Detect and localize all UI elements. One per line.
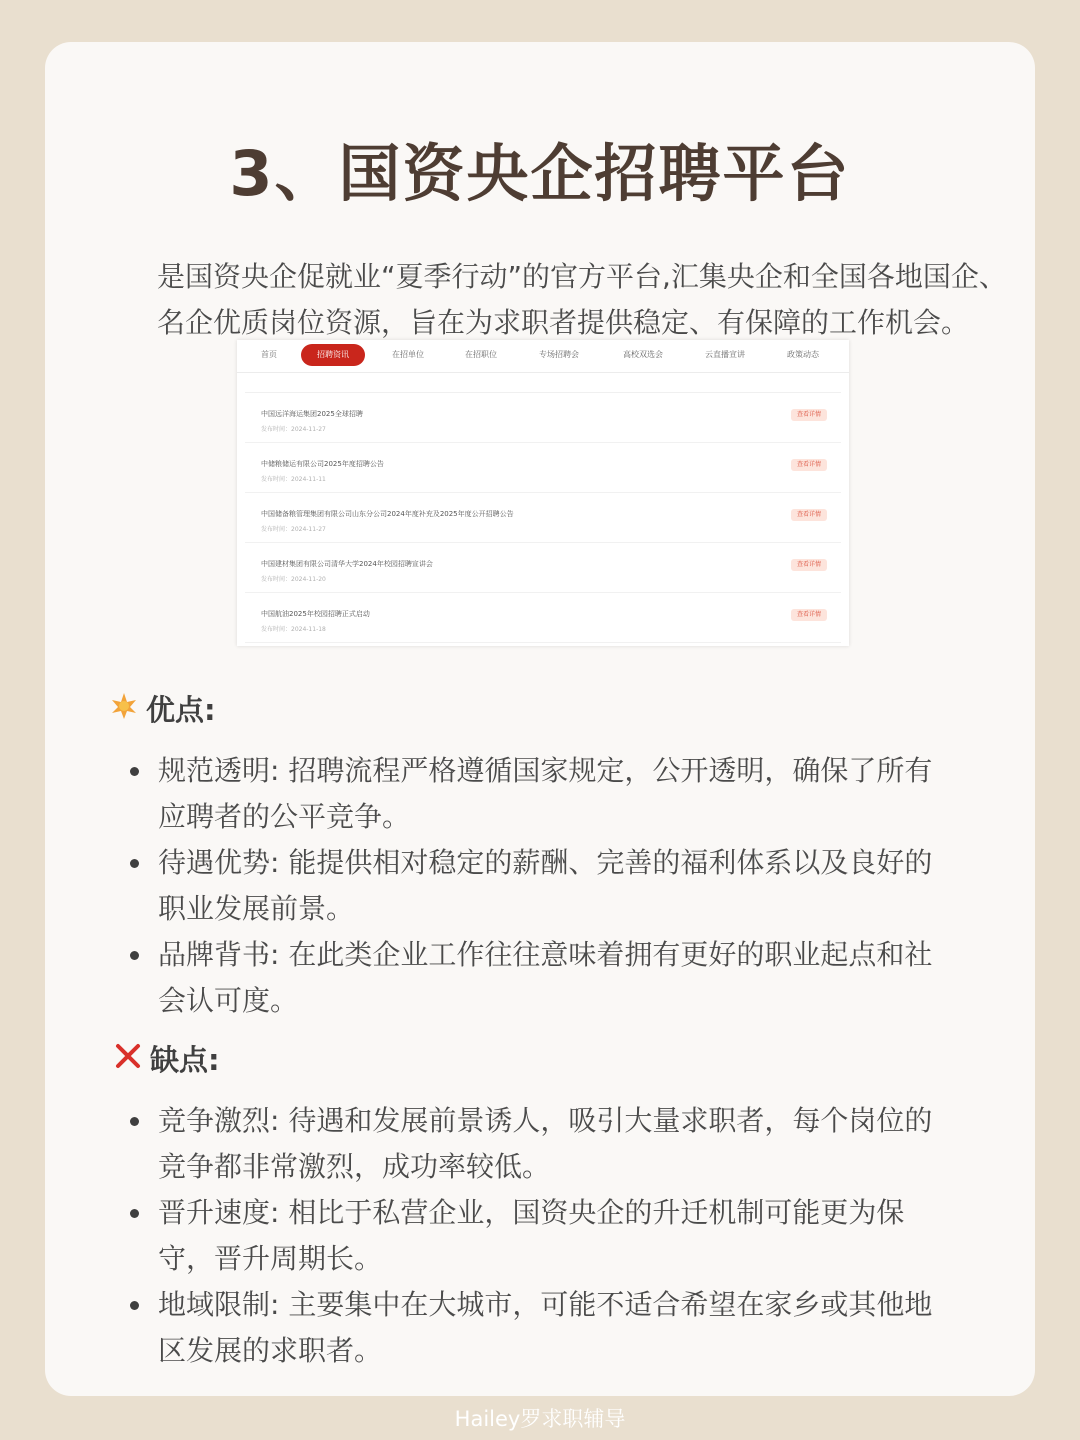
nav-item-home[interactable]: 首页 bbox=[261, 350, 277, 359]
list-item bbox=[128, 932, 958, 1024]
job-date: 发布时间：2024-11-27 bbox=[261, 426, 326, 433]
pros-item-text: 待遇优势: 能提供相对稳定的薪酬、完善的福利体系以及良好的职业发展前景。 bbox=[158, 846, 933, 925]
view-details-button[interactable]: 查看详情 bbox=[791, 409, 827, 421]
job-date: 发布时间：2024-11-27 bbox=[261, 526, 326, 533]
pros-item-text: 规范透明: 招聘流程严格遵循国家规定，公开透明，确保了所有应聘者的公平竞争。 bbox=[158, 754, 933, 833]
view-details-button[interactable]: 查看详情 bbox=[791, 559, 827, 571]
list-item[interactable] bbox=[245, 593, 841, 643]
nav-item-policy[interactable]: 政策动态 bbox=[787, 350, 819, 359]
cons-item-text: 竞争激烈: 待遇和发展前景诱人，吸引大量求职者，每个岗位的竞争都非常激烈，成功率较低。 bbox=[158, 1104, 933, 1183]
view-details-button[interactable]: 查看详情 bbox=[791, 459, 827, 471]
view-details-button[interactable]: 查看详情 bbox=[791, 609, 827, 621]
platform-screenshot bbox=[237, 340, 849, 646]
bullet-icon bbox=[130, 859, 139, 868]
bullet-icon bbox=[130, 767, 139, 776]
pros-heading-label: 优点: bbox=[146, 693, 216, 727]
watermark: Hailey罗求职辅导 bbox=[454, 1407, 626, 1431]
intro-paragraph: 是国资央企促就业“夏季行动”的官方平台,汇集央企和全国各地国企、名企优质岗位资源，旨在为求职者提供稳定、有保障的工作机会。 bbox=[157, 260, 1007, 339]
list-item bbox=[128, 840, 958, 932]
list-item[interactable] bbox=[245, 443, 841, 493]
view-details-button[interactable]: 查看详情 bbox=[791, 509, 827, 521]
cons-list bbox=[128, 1098, 958, 1374]
bullet-icon bbox=[130, 1301, 139, 1310]
job-date: 发布时间：2024-11-20 bbox=[261, 576, 326, 583]
cross-icon bbox=[114, 1040, 142, 1080]
job-date: 发布时间：2024-11-18 bbox=[261, 626, 326, 633]
job-title[interactable]: 中储粮储运有限公司2025年度招聘公告 bbox=[261, 460, 384, 468]
bullet-icon bbox=[130, 951, 139, 960]
job-title[interactable]: 中国航油2025年校园招聘正式启动 bbox=[261, 610, 370, 618]
star-icon bbox=[110, 690, 138, 730]
cons-heading bbox=[114, 1040, 220, 1080]
pros-heading bbox=[110, 690, 216, 730]
list-item bbox=[128, 1190, 958, 1282]
job-list bbox=[245, 392, 841, 646]
nav-item-news[interactable]: 招聘资讯 bbox=[301, 344, 365, 366]
nav-item-campus-fairs[interactable]: 高校双选会 bbox=[623, 350, 663, 359]
nav-item-live-talks[interactable]: 云直播宣讲 bbox=[705, 350, 745, 359]
list-item bbox=[128, 1098, 958, 1190]
cons-item-text: 晋升速度: 相比于私营企业，国资央企的升迁机制可能更为保守，晋升周期长。 bbox=[158, 1196, 905, 1275]
bullet-icon bbox=[130, 1117, 139, 1126]
platform-nav-bar bbox=[237, 340, 849, 373]
job-title[interactable]: 中国远洋海运集团2025全球招聘 bbox=[261, 410, 363, 418]
list-item[interactable] bbox=[245, 543, 841, 593]
cons-heading-label: 缺点: bbox=[150, 1043, 220, 1077]
list-item bbox=[128, 748, 958, 840]
nav-item-positions[interactable]: 在招职位 bbox=[465, 350, 497, 359]
list-item[interactable] bbox=[245, 493, 841, 543]
job-title[interactable]: 中国储备粮管理集团有限公司山东分公司2024年度补充及2025年度公开招聘公告 bbox=[261, 510, 514, 518]
job-date: 发布时间：2024-11-11 bbox=[261, 476, 326, 483]
pros-item-text: 品牌背书: 在此类企业工作往往意味着拥有更好的职业起点和社会认可度。 bbox=[158, 938, 933, 1017]
bullet-icon bbox=[130, 1209, 139, 1218]
job-title[interactable]: 中国建材集团有限公司清华大学2024年校园招聘宣讲会 bbox=[261, 560, 433, 568]
nav-item-employers[interactable]: 在招单位 bbox=[392, 350, 424, 359]
list-item bbox=[128, 1282, 958, 1374]
pros-list bbox=[128, 748, 958, 1024]
page-title: 3、国资央企招聘平台 bbox=[229, 137, 851, 210]
cons-item-text: 地域限制: 主要集中在大城市，可能不适合希望在家乡或其他地区发展的求职者。 bbox=[158, 1288, 933, 1367]
list-item[interactable] bbox=[245, 393, 841, 443]
nav-item-job-fairs[interactable]: 专场招聘会 bbox=[539, 350, 579, 359]
